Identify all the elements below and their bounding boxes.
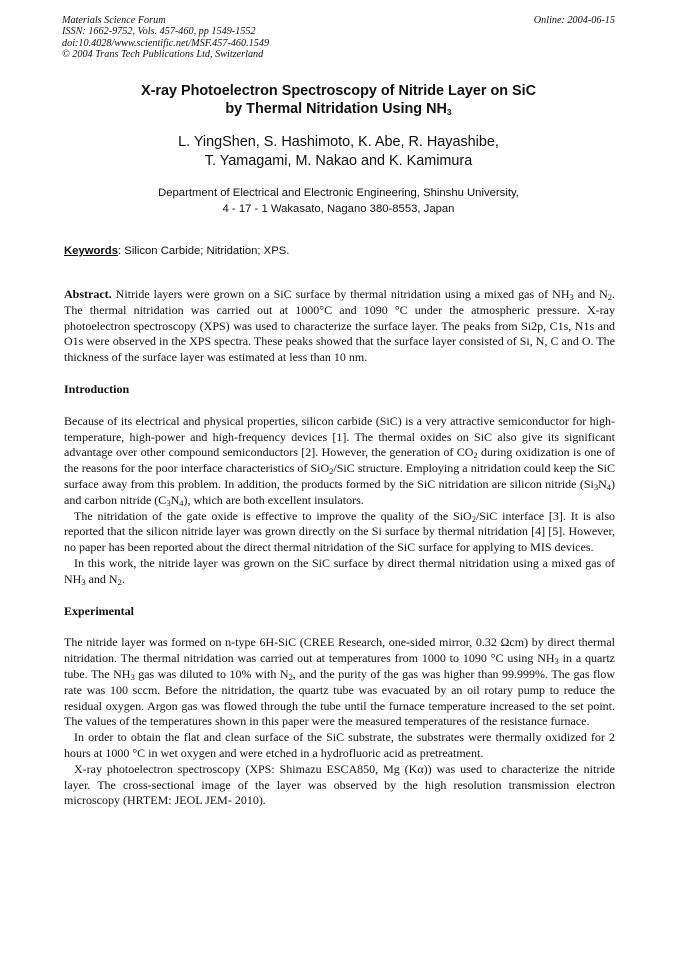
subscript: 3 <box>569 292 574 302</box>
subscript: 4 <box>179 497 184 508</box>
abstract-text: . The thermal nitridation was carried out at 1000°C and 1090 °C under the atmospheric pressure. X-ray photoelectron spectroscopy (XPS) was used to characterize the surface layer. The peaks from Si2p, C1s, N1s and O1s were observed in the XPS spectra. These peaks showed that the surface layer consisted of Si, N, C and O. The thickness of the surface layer was estimated at less than 10 nm. <box>64 287 616 365</box>
keywords-line <box>64 243 615 259</box>
introduction-paragraph-1 <box>64 414 615 509</box>
experimental-heading: Experimental <box>64 603 134 618</box>
abstract-label: Abstract. <box>64 287 112 301</box>
title-line-2 <box>62 100 615 118</box>
body-text: during oxidization is one of the reasons for the poor interface characteristics of SiO <box>64 445 615 476</box>
issn-line: ISSN: 1662-9752, Vols. 457-460, pp 1549-1552 <box>62 26 256 38</box>
affiliation-line-2: 4 - 17 - 1 Wakasato, Nagano 380-8553, Japan <box>222 203 455 215</box>
online-date: Online: 2004-06-15 <box>533 15 615 26</box>
abstract-paragraph <box>64 287 615 366</box>
body-text: and N <box>85 571 118 586</box>
paper-title <box>62 82 615 118</box>
body-text: Because of its electrical and physical properties, silicon carbide (SiC) is a very attractive semiconductor for high-temperature, high-power and high-frequency devices [1]. The thermal oxides on SiC also give its significant advantage over other compound semiconductors [2]. However, the generation of CO <box>64 413 615 460</box>
introduction-heading: Introduction <box>64 381 130 396</box>
subscript: 2 <box>473 450 478 461</box>
subscript: 2 <box>288 671 293 682</box>
body-text: N <box>170 492 180 507</box>
body-text: In this work, the nitride layer was grown on the SiC surface by direct thermal nitridation using a mixed gas of NH <box>64 555 615 586</box>
subscript: 3 <box>166 497 171 508</box>
subscript: 3 <box>81 576 86 587</box>
copyright-line: © 2004 Trans Tech Publications Ltd, Switzerland <box>62 49 264 61</box>
keywords-colon: : <box>118 245 122 257</box>
body-text: ) and carbon nitride (C <box>64 476 615 507</box>
authors-line-2: T. Yamagami, M. Nakao and K. Kamimura <box>204 153 473 169</box>
subscript: 3 <box>593 481 599 492</box>
body-text: . <box>121 571 125 586</box>
body-text: The nitride layer was formed on n-type 6H-SiC (CREE Research, one-sided mirror, 0.32 Ωcm) by direct thermal nitridation. The thermal nitridation was carried out at temperatures from 1000 to 1090 °C using NH <box>64 635 615 666</box>
title-line-1: X-ray Photoelectron Spectroscopy of Nitride Layer on SiC <box>140 83 537 99</box>
body-text: gas was diluted to 10% with N <box>134 666 289 681</box>
subscript: 4 <box>606 481 611 492</box>
keywords-text: Silicon Carbide; Nitridation; XPS. <box>121 245 290 257</box>
body-text: /SiC interface [3]. It is also reported that the silicon nitride layer was grown directly on the Si surface by thermal nitridation [4] [5]. However, no paper has been reported about the direct thermal nitridation of the SiC surface for applying to MIS devices. <box>64 508 615 555</box>
affiliation <box>62 185 615 217</box>
body-text: /SiC structure. Employing a nitridation could keep the SiC surface away from this problem. In addition, the products formed by the SiC nitridation are silicon nitride (Si <box>64 461 615 491</box>
body-text: , and the purity of the gas was higher than 99.999%. The gas flow rate was 100 sccm. Before the nitridation, the quartz tube was evacuated by an oil rotary pump to reduce the residual oxygen. Argon gas was flowed through the tube until the furnace temperature increased to the set point. The values of the temperatures shown in this paper were the measured temperatures of the resistance furnace. <box>64 666 615 729</box>
introduction-paragraph-2 <box>64 509 615 556</box>
experimental-paragraph-2: In order to obtain the flat and clean surface of the SiC substrate, the substrates were thermally oxidized for 2 hours at 1000 °C in wet oxygen and were etched in a hydrofluoric acid as pretreatment. <box>64 730 615 760</box>
doi-line: doi:10.4028/www.scientific.net/MSF.457-460.1549 <box>62 37 270 49</box>
body-text: ), which are both excellent insulators. <box>183 492 364 507</box>
subscript: 2 <box>117 576 122 587</box>
title-subscript: 3 <box>446 107 452 117</box>
subscript: 2 <box>471 513 476 524</box>
keywords-label: Keywords <box>64 245 118 257</box>
journal-header <box>62 15 615 61</box>
abstract-text: Nitride layers were grown on a SiC surface by thermal nitridation using a mixed gas of NH <box>111 287 570 301</box>
affiliation-line-1: Department of Electrical and Electronic Engineering, Shinshu University, <box>158 187 519 199</box>
body-text: in a quartz tube. The NH <box>64 651 615 681</box>
experimental-paragraph-1 <box>64 635 615 730</box>
body-text: N <box>598 476 607 491</box>
subscript: 2 <box>607 292 613 302</box>
introduction-paragraph-3 <box>64 556 615 588</box>
experimental-paragraph-3: X-ray photoelectron spectroscopy (XPS: Shimazu ESCA850, Mg (Kα)) was used to characterize the nitride layer. The cross-sectional image of the layer was observed by the high resolution transmission electron microscopy (HRTEM: JEOL JEM- 2010). <box>64 761 615 808</box>
author-list <box>62 133 615 171</box>
abstract-text: and N <box>573 287 608 301</box>
title-line-2-text: by Thermal Nitridation Using NH <box>225 101 447 117</box>
subscript: 2 <box>329 466 334 477</box>
authors-line-1: L. YingShen, S. Hashimoto, K. Abe, R. Hayashibe, <box>178 134 499 150</box>
body-text: The nitridation of the gate oxide is effective to improve the quality of the SiO <box>74 508 472 523</box>
subscript: 3 <box>130 671 135 682</box>
journal-name: Materials Science Forum <box>62 15 166 26</box>
subscript: 3 <box>554 656 559 667</box>
paper-body <box>64 287 615 809</box>
